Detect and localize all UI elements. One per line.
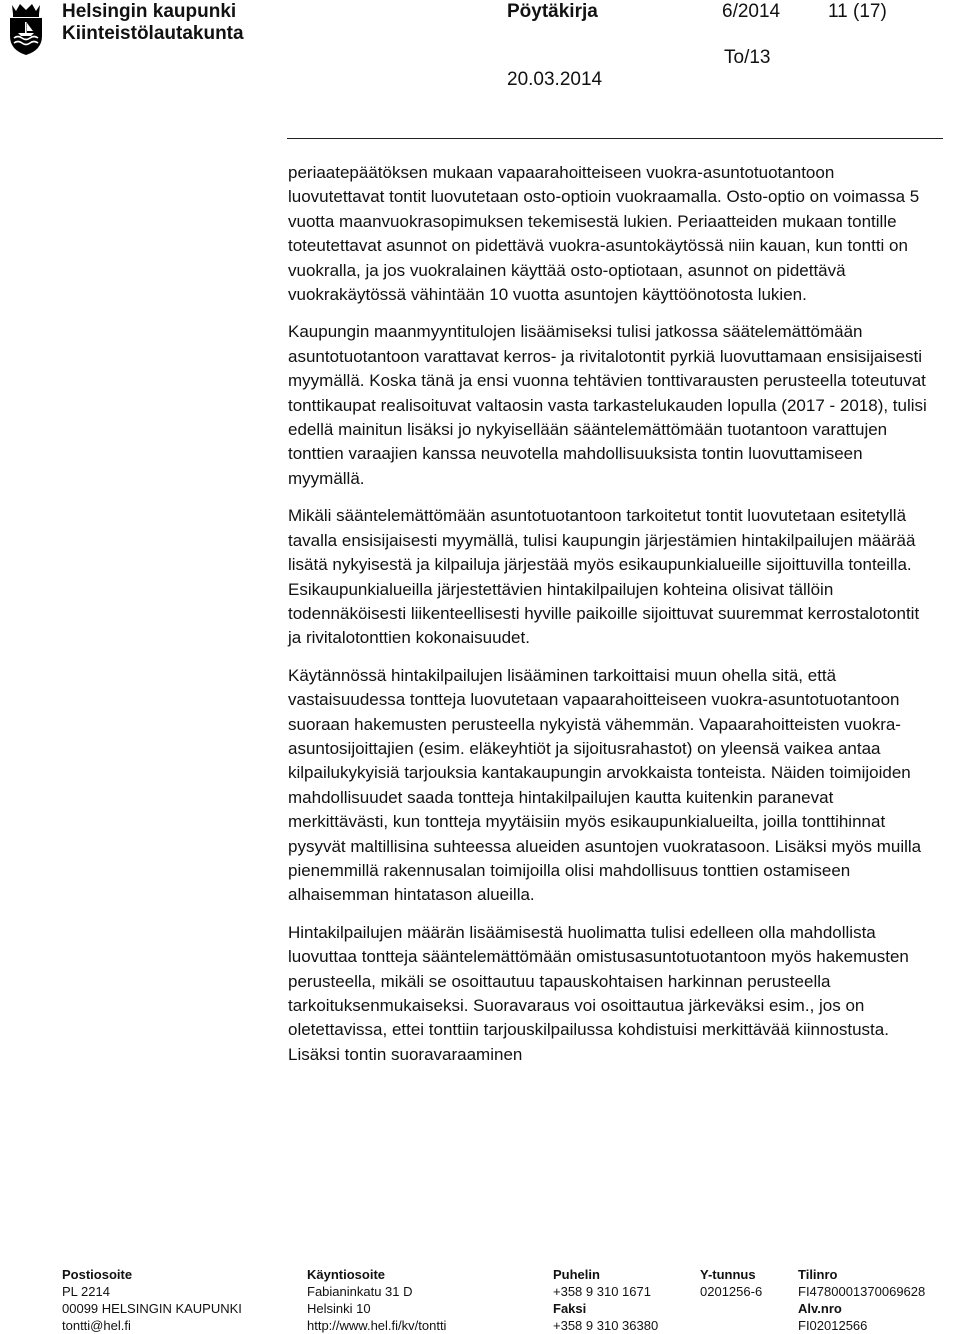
paragraph: periaatepäätöksen mukaan vapaarahoitteiseen vuokra-asuntotuotantoon luovutettavat tontit luovutetaan osto-optioin vuokraamalla. Osto-optio on voimassa 5 vuotta maanvuokrasopimuksen tekemisestä lukien. Periaatteiden mukaan tontille toteutettavat asunnot on pidettävä vuokra-asuntokäytössä niin kauan, kun tontti on vuokralla, ja jos vuokralainen käyttää osto-optiotaan, asunnot on pidettävä vuokrakäytössä vähintään 10 vuotta asuntojen käyttöönotosta lukien. [288,163,920,305]
board-name: Kiinteistölautakunta [62,23,244,44]
doc-type: Pöytäkirja [507,1,598,22]
footer-label: Faksi [553,1301,587,1316]
org-name: Helsingin kaupunki [62,1,237,22]
footer-line: Helsinki 10 [307,1301,371,1316]
footer-line: FI02012566 [798,1318,868,1333]
paragraph: Hintakilpailujen määrän lisäämisestä huolimatta tulisi edelleen olla mahdollista luovuttaa tontteja sääntelemättömään omistusasuntotuotantoon myös hakemusten perusteella, mikäli se osoittautuu tapauskohtaisen harkinnan perusteella tarkoituksenmukaiseksi. Suoravaraus voi osoittautua järkeväksi esim., jos on oletettavissa, ettei tonttiin tarjouskilpailussa kohdistuisi merkittävää kiinnostusta. Lisäksi tontin suoravaraaminen [288,922,909,1064]
footer-line: +358 9 310 1671 [553,1284,651,1299]
footer-label: Puhelin [553,1267,600,1282]
helsinki-crest-icon [6,2,46,56]
footer-label: Y-tunnus [700,1267,756,1282]
footer-line: Fabianinkatu 31 D [307,1284,413,1299]
paragraph: Käytännössä hintakilpailujen lisääminen tarkoittaisi muun ohella sitä, että vastaisuudessa tontteja luovutetaan vapaarahoitteiseen vuokra-asuntotuotantoon suoraan hakemusten perusteella nykyistä vähemmän. Vapaarahoitteisten vuokra-asuntosijoittajien (esim. eläkeyhtiöt ja sijoitusrahastot) on yleensä vaikea antaa kilpailukykyisiä tarjouksia kantakaupungin arvokkaista tonteista. Näiden toimijoiden mahdollisuudet saada tontteja hintakilpailujen kautta kuitenkin paranevat merkittävästi, kun tontteja myytäisiin myös esikaupunkialueilta, joilla tonttihinnat pysyvät maltillisina suhteessa alueiden asuntojen vuokratasoon. Lisäksi myös muilla pienemmillä rakennusalan toimijoilla olisi mahdollisuus tonttien ostamiseen alhaisemman hintatason alueilla. [288,665,922,905]
footer-line: +358 9 310 36380 [553,1318,659,1333]
issue-number: 6/2014 [722,1,781,22]
footer-business-id [700,1266,762,1300]
footer-web-link[interactable]: http://www.hel.fi/kv/tontti [307,1318,447,1333]
footer-phone [553,1266,658,1334]
meeting-date: 20.03.2014 [507,69,603,90]
header-divider [287,138,943,139]
footer-email-link[interactable]: tontti@hel.fi [62,1318,131,1333]
footer-line: 00099 HELSINGIN KAUPUNKI [62,1301,242,1316]
footer-label: Käyntiosoite [307,1267,386,1282]
footer-label: Tilinro [798,1267,838,1282]
footer-label: Postiosoite [62,1267,133,1282]
footer-line: 0201256-6 [700,1284,763,1299]
paragraph: Kaupungin maanmyyntitulojen lisäämiseksi tulisi jatkossa säätelemättömään asuntotuotantoon varattavat kerros- ja rivitalotontit pyrkiä luovuttamaan ensisijaisesti myymällä. Koska tänä ja ensi vuonna tehtävien tonttivarausten perusteella toteutuvat tonttikaupat realisoituvat valtaosin vasta tarkastelukauden lopulla (2017 - 2018), tulisi edellä mainitun lisäksi jo nykyisellään sääntelemättömään tuotantoon varattujen tonttien varaajien kanssa neuvotella mahdollisuuksista tontin luovuttamiseen myymällä. [288,322,927,488]
section-code: To/13 [724,47,771,68]
footer-account [798,1266,925,1334]
page-number: 11 (17) [828,1,887,22]
document-body [288,161,928,1080]
footer-postal [62,1266,242,1334]
footer-line: PL 2214 [62,1284,110,1299]
footer-label: Alv.nro [798,1301,842,1316]
paragraph: Mikäli sääntelemättömään asuntotuotantoon tarkoitetut tontit luovutetaan esitetyllä tavalla ensisijaisesti myymällä, tulisi kaupungin järjestämien hintakilpailujen määrää lisätä nykyisestä ja kilpailuja järjestää myös esikaupunkialueille sijoittuvilla tonteilla. Esikaupunkialueilla järjestettävien hintakilpailujen kohteina olisivat tällöin todennäköisesti liikenteellisesti hyville paikoille sijoittuvat suuremmat kerrostalotontit ja rivitalotonttien kokonaisuudet. [288,506,920,648]
footer-line: FI4780001370069628 [798,1284,926,1299]
footer-visit [307,1266,446,1334]
